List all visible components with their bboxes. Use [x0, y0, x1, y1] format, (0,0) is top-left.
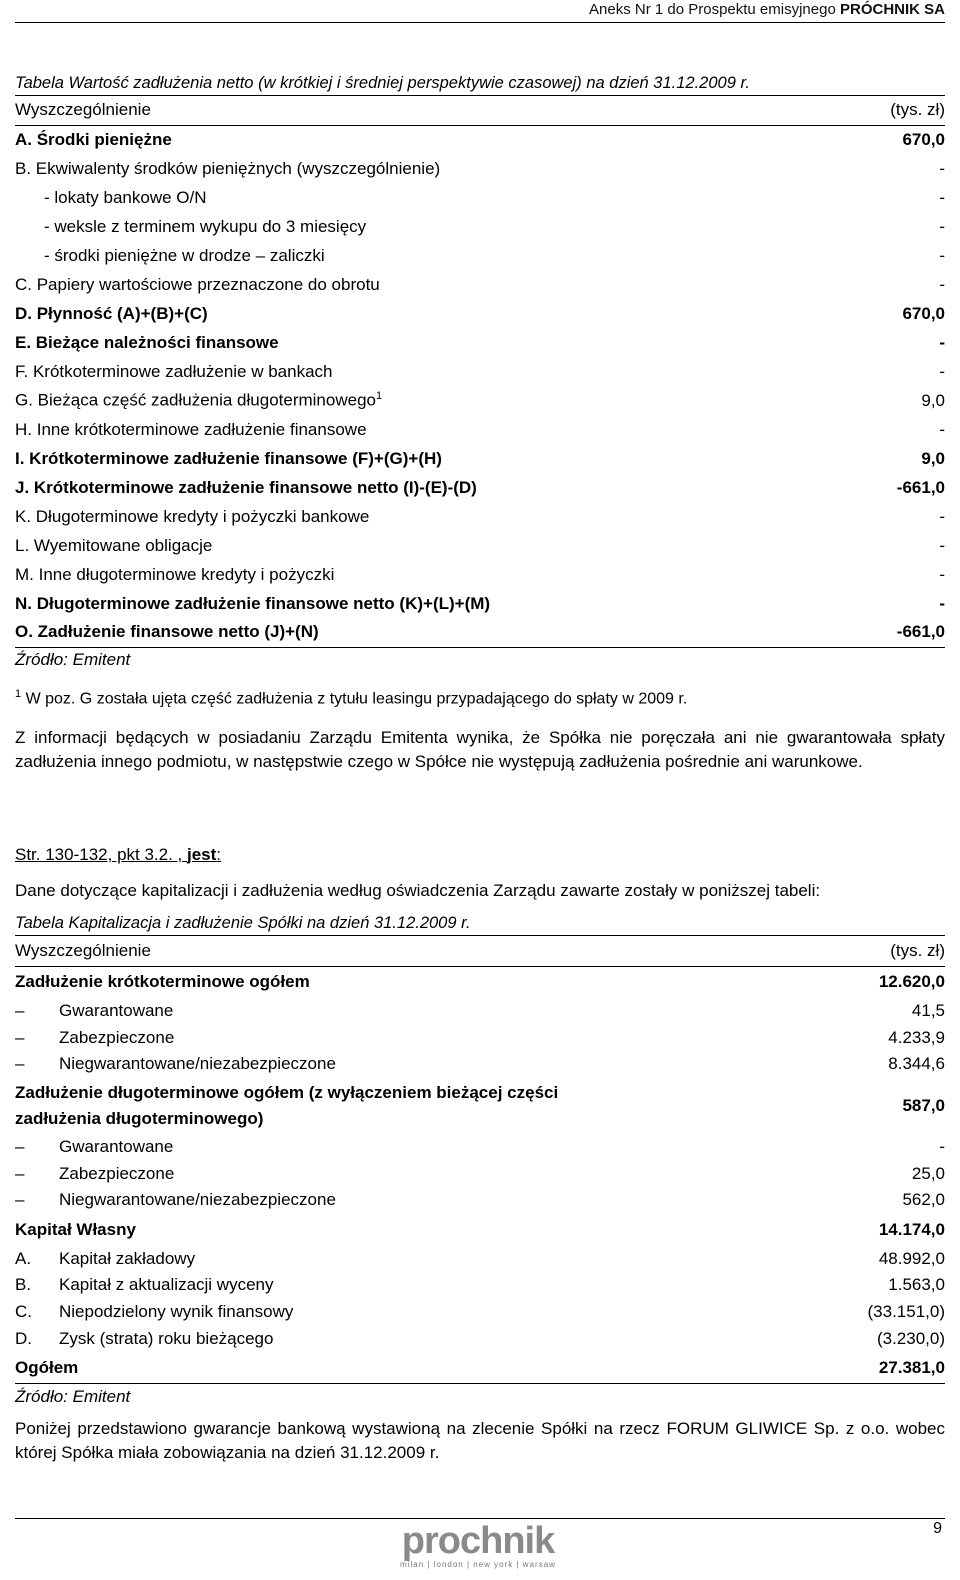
- row-label: Niepodzielony wynik finansowy: [59, 1302, 294, 1322]
- row-label: - lokaty bankowe O/N: [44, 187, 207, 207]
- table-row: [15, 1160, 945, 1187]
- row-value: 1.563,0: [888, 1275, 945, 1295]
- row-label: B. Ekwiwalenty środków pieniężnych (wyszczególnienie): [15, 158, 441, 178]
- row-value: -: [939, 274, 945, 294]
- table-row: [15, 531, 945, 560]
- row-label: O. Zadłużenie finansowe netto (J)+(N): [15, 622, 319, 642]
- table-row: [15, 502, 945, 531]
- row-label: M. Inne długoterminowe kredyty i pożyczki: [15, 564, 335, 584]
- row-label: [15, 386, 849, 415]
- letter-marker: D.: [15, 1328, 32, 1348]
- row-value: -661,0: [896, 477, 945, 497]
- row-value: 27.381,0: [878, 1357, 945, 1377]
- table-row: [15, 270, 945, 299]
- row-label: L. Wyemitowane obligacje: [15, 535, 213, 555]
- table-row: [15, 1187, 945, 1214]
- table-row: [15, 1272, 945, 1299]
- table-row: [15, 1051, 945, 1078]
- row-value: -: [939, 506, 945, 526]
- table-row: [15, 618, 945, 647]
- row-value: 9,0: [921, 448, 945, 468]
- row-label: - środki pieniężne w drodze – zaliczki: [44, 245, 325, 265]
- table1-caption: Tabela Wartość zadłużenia netto (w krótkiej i średniej perspektywie czasowej) na dzień 31.12.2009 r.: [15, 74, 945, 96]
- row-value: 12.620,0: [878, 972, 945, 992]
- net-debt-table-block: [15, 74, 945, 673]
- row-label: C. Papiery wartościowe przeznaczone do obrotu: [15, 274, 380, 294]
- row-label: D. Płynność (A)+(B)+(C): [15, 303, 208, 323]
- table2-head-unit: (tys. zł): [868, 936, 946, 966]
- row-label: Ogółem: [15, 1357, 79, 1377]
- net-debt-table: [15, 96, 945, 673]
- dash-marker: –: [15, 1027, 25, 1047]
- row-value: 9,0: [921, 390, 945, 410]
- dash-marker: –: [15, 1054, 25, 1074]
- table-row: [15, 357, 945, 386]
- table1-header-row: [15, 96, 945, 125]
- header-company: PRÓCHNIK SA: [839, 1, 945, 18]
- row-value: 587,0: [902, 1095, 945, 1115]
- table1-head-label: Wyszczególnienie: [15, 96, 849, 125]
- row-value: (33.151,0): [867, 1302, 945, 1322]
- table-row: [15, 241, 945, 270]
- table-row: [15, 1352, 945, 1384]
- row-label: Zabezpieczone: [59, 1163, 175, 1183]
- row-value: -: [939, 216, 945, 236]
- row-value: 48.992,0: [878, 1248, 945, 1268]
- page-header: [15, 0, 945, 23]
- capitalization-table: [15, 936, 945, 1410]
- section-ref-colon: :: [216, 845, 222, 864]
- table-row: [15, 125, 945, 154]
- row-label: E. Bieżące należności finansowe: [15, 332, 279, 352]
- table2-source-row: [15, 1384, 945, 1410]
- row-label: A. Środki pieniężne: [15, 129, 172, 149]
- row-value: 25,0: [911, 1163, 945, 1183]
- row-label: Kapitał zakładowy: [59, 1248, 196, 1268]
- table2-head-label: Wyszczególnienie: [15, 936, 868, 966]
- letter-marker: A.: [15, 1248, 32, 1268]
- row-value: 670,0: [902, 129, 945, 149]
- row-value: -: [939, 245, 945, 265]
- table-row: [15, 1078, 945, 1134]
- table-row: [15, 589, 945, 618]
- row-value: -661,0: [896, 622, 945, 642]
- row-value: -: [939, 332, 945, 352]
- row-value: 14.174,0: [878, 1219, 945, 1239]
- row-label: H. Inne krótkoterminowe zadłużenie finansowe: [15, 419, 367, 439]
- capitalization-table-block: [15, 914, 945, 1410]
- table1-source-row: [15, 647, 945, 673]
- row-value: -: [939, 187, 945, 207]
- dash-marker: –: [15, 1190, 25, 1210]
- row-label: N. Długoterminowe zadłużenie finansowe netto (K)+(L)+(M): [15, 593, 491, 613]
- row-value: (3.230,0): [876, 1328, 945, 1348]
- table-row: [15, 386, 945, 415]
- table-row: [15, 1299, 945, 1326]
- row-value: -: [939, 593, 945, 613]
- table-row: [15, 560, 945, 589]
- letter-marker: B.: [15, 1275, 32, 1295]
- section-reference: [15, 845, 221, 865]
- table-row: [15, 473, 945, 502]
- row-label: Zabezpieczone: [59, 1027, 175, 1047]
- footnote: [15, 688, 945, 708]
- row-value: 8.344,6: [888, 1054, 945, 1074]
- table-row: [15, 1025, 945, 1052]
- letter-marker: C.: [15, 1302, 32, 1322]
- row-label: Kapitał z aktualizacji wyceny: [59, 1275, 274, 1295]
- row-label: K. Długoterminowe kredyty i pożyczki bankowe: [15, 506, 370, 526]
- table-row: [15, 1325, 945, 1352]
- row-value: 4.233,9: [888, 1027, 945, 1047]
- footnote-mark: 1: [15, 688, 22, 700]
- page-number: 9: [933, 1520, 942, 1537]
- row-value: 41,5: [911, 1001, 945, 1021]
- footnote-marker: 1: [375, 390, 383, 403]
- row-label: Zysk (strata) roku bieżącego: [59, 1328, 274, 1348]
- row-label: Zadłużenie krótkoterminowe ogółem: [15, 972, 310, 992]
- row-label: Niegwarantowane/niezabezpieczone: [59, 1054, 336, 1074]
- dash-marker: –: [15, 1137, 25, 1157]
- row-label: Gwarantowane: [59, 1137, 174, 1157]
- row-label-text: G. Bieżąca część zadłużenia długoterminowego: [15, 390, 376, 410]
- footnote-text: W poz. G została ujęta część zadłużenia z tytułu leasingu przypadającego do spłaty w 2009 r.: [21, 690, 688, 708]
- row-label: F. Krótkoterminowe zadłużenie w bankach: [15, 361, 333, 381]
- row-label: Niegwarantowane/niezabezpieczone: [59, 1190, 336, 1210]
- table2-header-row: [15, 936, 945, 966]
- table-row: [15, 1134, 945, 1161]
- table-row: [15, 415, 945, 444]
- row-value: -: [939, 419, 945, 439]
- prochnik-logo: [378, 1522, 578, 1570]
- table2-source: Źródło: Emitent: [15, 1384, 945, 1410]
- table-row: [15, 328, 945, 357]
- table-row: [15, 1246, 945, 1273]
- paragraph-bank-guarantee: Poniżej przedstawiono gwarancje bankową wystawioną na zlecenie Spółki na rzecz FORUM GLIWICE Sp. z o.o. wobec której Spółka miała zobowiązania na dzień 31.12.2009 r.: [15, 1419, 945, 1462]
- dash-marker: –: [15, 1001, 25, 1021]
- row-label: J. Krótkoterminowe zadłużenie finansowe netto (I)-(E)-(D): [15, 477, 477, 497]
- logo-cities: milan | london | new york | warsaw: [400, 1560, 556, 1569]
- table2-caption: Tabela Kapitalizacja i zadłużenie Spółki na dzień 31.12.2009 r.: [15, 914, 945, 936]
- table-row: [15, 1214, 945, 1246]
- footer-divider: [15, 1518, 945, 1519]
- section-ref-bold: jest: [187, 845, 217, 864]
- row-label: Zadłużenie długoterminowe ogółem (z wyłączeniem bieżącej części zadłużenia długoterminowego): [15, 1082, 559, 1128]
- table-row: [15, 212, 945, 241]
- row-value: -: [939, 564, 945, 584]
- header-text: Aneks Nr 1 do Prospektu emisyjnego: [589, 1, 840, 18]
- table-row: [15, 444, 945, 473]
- table1-source: Źródło: Emitent: [15, 647, 945, 673]
- row-value: -: [939, 158, 945, 178]
- row-label: Kapitał Własny: [15, 1219, 136, 1239]
- row-value: 562,0: [902, 1190, 945, 1210]
- table1-head-unit: (tys. zł): [849, 96, 945, 125]
- row-value: -: [939, 361, 945, 381]
- row-value: -: [939, 1137, 945, 1157]
- table-row: [15, 299, 945, 328]
- row-value: -: [939, 535, 945, 555]
- section-ref-text: Str. 130-132, pkt 3.2. ,: [15, 845, 187, 864]
- logo-wordmark: prochnik: [401, 1520, 555, 1562]
- row-label: - weksle z terminem wykupu do 3 miesięcy: [44, 216, 367, 236]
- row-label: Gwarantowane: [59, 1001, 174, 1021]
- paragraph-capitalization-intro: Dane dotyczące kapitalizacji i zadłużenia według oświadczenia Zarządu zawarte zostały w poniższej tabeli:: [15, 881, 821, 900]
- table-row: [15, 998, 945, 1025]
- table-row: [15, 966, 945, 998]
- paragraph-guarantees: Z informacji będących w posiadaniu Zarządu Emitenta wynika, że Spółka nie poręczała ani nie gwarantowała spłaty zadłużenia innego podmiotu, w następstwie czego w Spółce nie występują zadłużenia pośrednie ani warunkowe.: [15, 728, 945, 771]
- table-row: [15, 154, 945, 183]
- row-label: I. Krótkoterminowe zadłużenie finansowe (F)+(G)+(H): [15, 448, 442, 468]
- row-value: 670,0: [902, 303, 945, 323]
- dash-marker: –: [15, 1163, 25, 1183]
- table-row: [15, 183, 945, 212]
